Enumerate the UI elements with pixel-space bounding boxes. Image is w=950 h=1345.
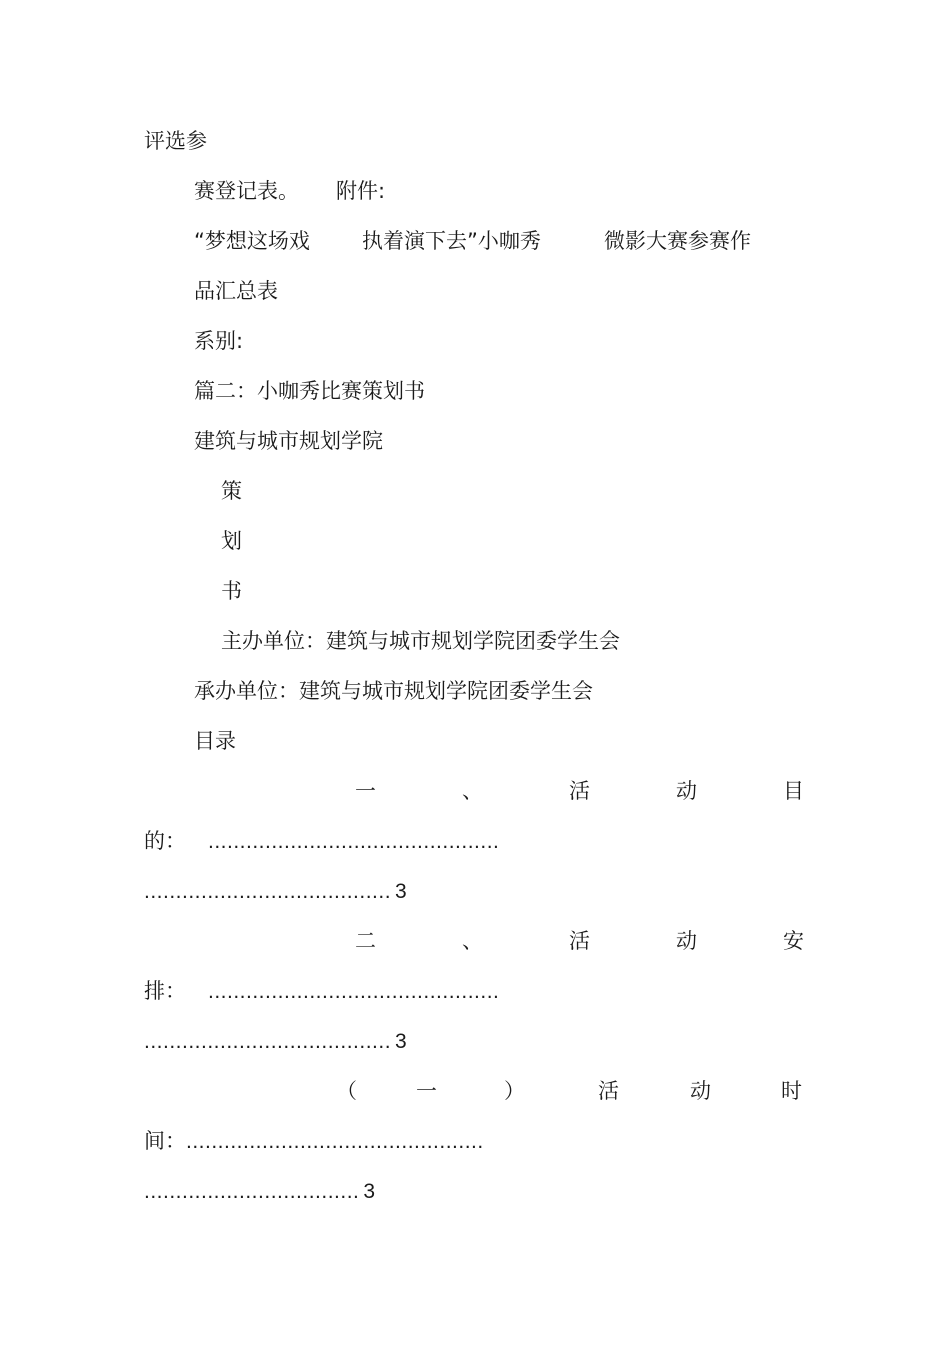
toc-heading-char: （ [336,1079,357,1103]
toc-leader-dots: ............................................... [186,1130,484,1153]
organizer-line: 主办单位：建筑与城市规划学院团委学生会 [221,629,620,653]
toc-leader-line [144,1028,407,1055]
toc-page-number: 3 [395,1030,407,1053]
toc-page-number: 3 [363,1180,376,1203]
toc-heading-char: 、 [462,779,483,803]
text-line: 系别: [194,329,244,353]
title-char: 书 [221,579,242,603]
text-line: 附件: [336,179,386,203]
toc-heading-char: 动 [690,1079,711,1103]
toc-heading-char: ） [504,1079,525,1103]
toc-leader-dots: .............................................. [208,830,500,853]
title-char: 策 [221,479,242,503]
toc-leader-line [144,878,407,905]
toc-leader-dots: .............................................. [208,980,500,1003]
toc-heading-char: 动 [676,779,697,803]
toc-heading-char: 活 [569,929,590,953]
toc-leader-line [144,1178,375,1205]
toc-heading-char: 、 [462,929,483,953]
toc-label: 间： [144,1129,186,1153]
toc-heading-char: 动 [676,929,697,953]
toc-label: 排： [144,979,186,1003]
toc-continuation [144,828,499,855]
text-line: 评选参 [144,129,207,153]
text-line: 赛登记表。 [194,179,299,203]
text-line: 执着演下去”小咖秀 [362,229,541,253]
toc-heading-char: 一 [355,779,376,803]
toc-leader-dots: .................................. [144,1180,360,1203]
text-line: 微影大赛参赛作 [604,229,751,253]
toc-heading-char: 目 [783,779,804,803]
toc-heading-char: 二 [355,929,376,953]
toc-heading-char: 安 [783,929,804,953]
toc-title: 目录 [194,729,236,753]
toc-leader-dots: ....................................... [144,880,392,903]
text-line: 品汇总表 [194,279,278,303]
toc-heading-char: 活 [569,779,590,803]
toc-heading-char: 活 [598,1079,619,1103]
section-heading: 篇二：小咖秀比赛策划书 [194,379,425,403]
text-line: “梦想这场戏 [194,229,310,253]
toc-leader-dots: ....................................... [144,1030,392,1053]
toc-label: 的： [144,829,186,853]
toc-heading-char: 时 [781,1079,802,1103]
text-line: 建筑与城市规划学院 [194,429,383,453]
title-char: 划 [221,529,242,553]
toc-continuation [144,1128,484,1155]
toc-heading-char: 一 [416,1079,437,1103]
toc-continuation [144,978,499,1005]
co-organizer-line: 承办单位：建筑与城市规划学院团委学生会 [194,679,593,703]
toc-page-number: 3 [395,880,407,903]
